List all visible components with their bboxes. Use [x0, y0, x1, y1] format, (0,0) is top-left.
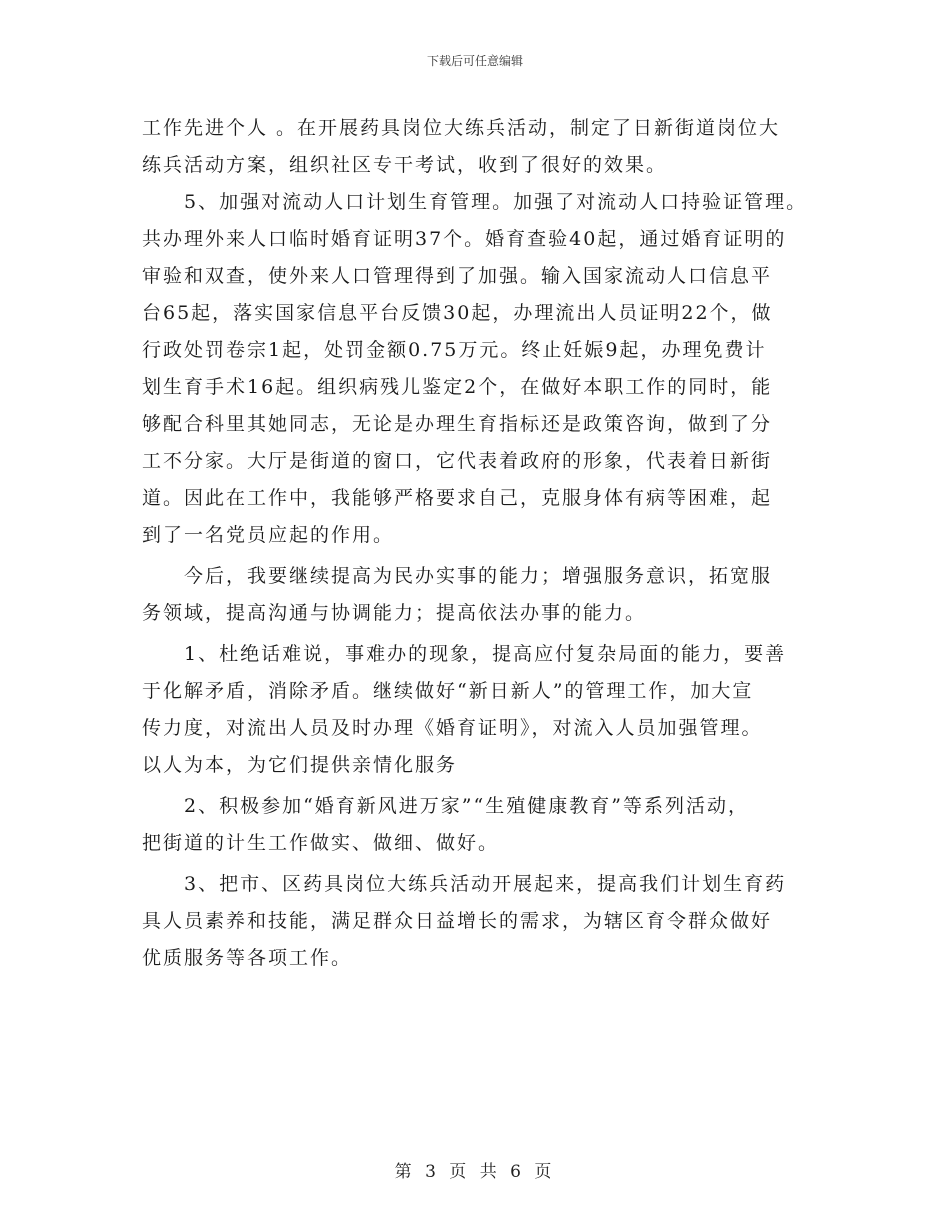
- text-line: 5、加强对流动人口计划生育管理。加强了对流动人口持验证管理。: [184, 191, 808, 213]
- text-line: 行政处罚卷宗1起，处罚金额0.75万元。终止妊娠9起，办理免费计: [142, 339, 767, 361]
- text-line: 3、把市、区药具岗位大练兵活动开展起来，提高我们计划生育药: [184, 873, 787, 895]
- text-line: 审验和双查，使外来人口管理得到了加强。输入国家流动人口信息平: [142, 265, 773, 287]
- text-line: 今后，我要继续提高为民办实事的能力；增强服务意识，拓宽服: [184, 565, 773, 587]
- paragraph-4: [142, 636, 832, 784]
- header-note: 下载后可任意编辑: [426, 54, 523, 68]
- document-body: [142, 110, 832, 977]
- text-line: 共办理外来人口临时婚育证明37个。婚育查验40起，通过婚育证明的: [142, 228, 787, 250]
- text-line: 练兵活动方案，组织社区专干考试，收到了很好的效果。: [142, 154, 668, 176]
- text-line: 具人员素养和技能，满足群众日益增长的需求，为辖区育令群众做好: [142, 910, 773, 932]
- text-line: 于化解矛盾，消除矛盾。继续做好“新日新人”的管理工作，加大宣: [142, 680, 754, 702]
- text-line: 2、积极参加“婚育新风进万家”“生殖健康教育”等系列活动，: [184, 795, 749, 817]
- page-number-footer: 第 3 页 共 6 页: [394, 1162, 556, 1182]
- text-line: 优质服务等各项工作。: [142, 947, 353, 969]
- text-line: 划生育手术16起。组织病残儿鉴定2个，在做好本职工作的同时，能: [142, 376, 773, 398]
- text-line: 把街道的计生工作做实、做细、做好。: [142, 832, 500, 854]
- paragraph-6: [142, 866, 832, 977]
- text-line: 工作先进个人 。在开展药具岗位大练兵活动，制定了日新街道岗位大: [142, 117, 781, 139]
- paragraph-3: [142, 558, 832, 632]
- text-line: 够配合科里其她同志，无论是办理生育指标还是政策咨询，做到了分: [142, 413, 773, 435]
- text-line: 到了一名党员应起的作用。: [142, 524, 395, 546]
- text-line: 道。因此在工作中，我能够严格要求自己，克服身体有病等困难，起: [142, 487, 773, 509]
- text-line: 务领域，提高沟通与协调能力；提高依法办事的能力。: [142, 602, 647, 624]
- paragraph-5: [142, 788, 832, 862]
- text-line: 台65起，落实国家信息平台反馈30起，办理流出人员证明22个，做: [142, 302, 773, 324]
- text-line: 工不分家。大厅是街道的窗口，它代表着政府的形象，代表着日新街: [142, 450, 773, 472]
- text-line: 传力度，对流出人员及时办理《婚育证明》，对流入人员加强管理。: [142, 717, 763, 739]
- paragraph-2: [142, 184, 832, 554]
- text-line: 1、杜绝话难说，事难办的现象，提高应付复杂局面的能力，要善: [184, 643, 787, 665]
- text-line: 以人为本，为它们提供亲情化服务: [142, 754, 458, 776]
- paragraph-1: [142, 110, 832, 184]
